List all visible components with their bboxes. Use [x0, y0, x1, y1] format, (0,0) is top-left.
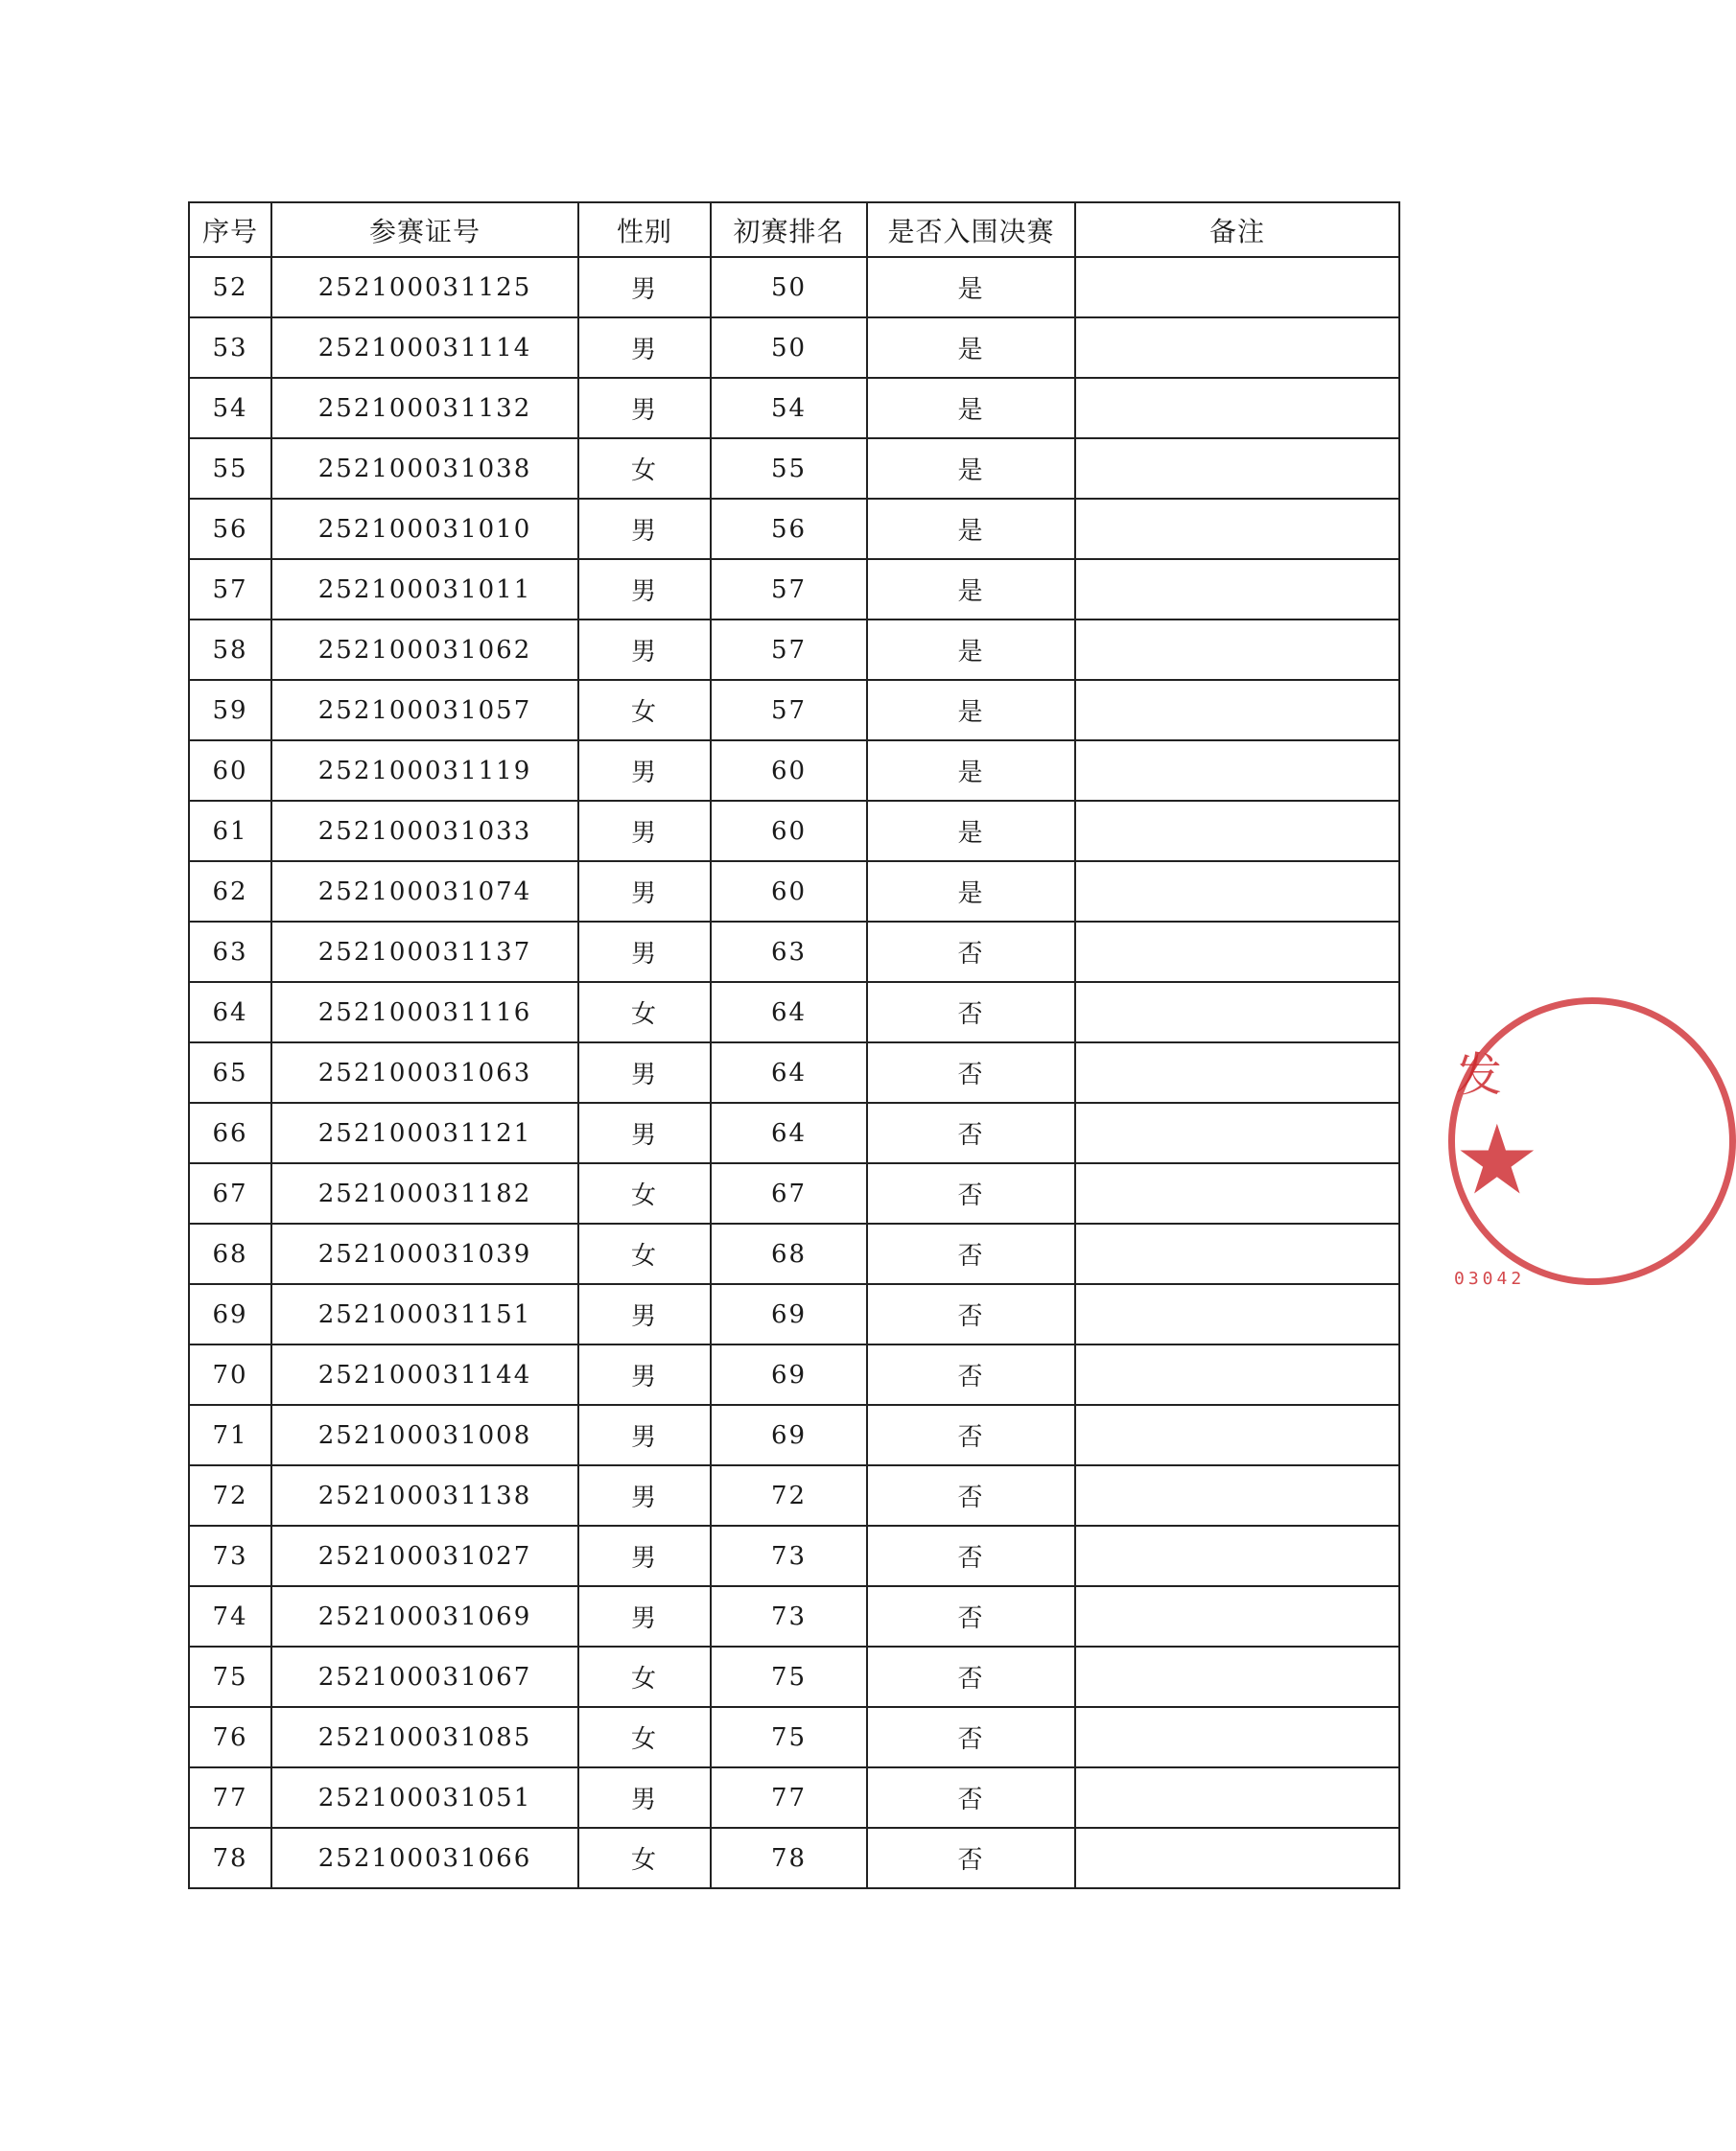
cell-seq: 59 [189, 680, 271, 740]
cell-remarks [1075, 740, 1399, 801]
cell-finalist: 是 [867, 740, 1075, 801]
header-seq: 序号 [189, 202, 271, 257]
cell-seq: 74 [189, 1586, 271, 1647]
cell-prelim-rank: 60 [711, 740, 867, 801]
cell-finalist: 否 [867, 982, 1075, 1042]
cell-finalist: 否 [867, 1828, 1075, 1888]
cell-prelim-rank: 56 [711, 499, 867, 559]
table-row [189, 620, 1399, 680]
cell-remarks [1075, 438, 1399, 499]
table-row [189, 1707, 1399, 1767]
table-row [189, 1405, 1399, 1465]
cell-gender: 男 [578, 1405, 711, 1465]
cell-gender: 男 [578, 922, 711, 982]
cell-gender: 女 [578, 1647, 711, 1707]
cell-remarks [1075, 1224, 1399, 1284]
cell-entry-id: 252100031137 [271, 922, 578, 982]
table-row [189, 740, 1399, 801]
cell-gender: 男 [578, 1586, 711, 1647]
cell-prelim-rank: 78 [711, 1828, 867, 1888]
cell-gender: 男 [578, 861, 711, 922]
cell-prelim-rank: 60 [711, 801, 867, 861]
table-row [189, 1526, 1399, 1586]
cell-prelim-rank: 68 [711, 1224, 867, 1284]
cell-entry-id: 252100031066 [271, 1828, 578, 1888]
cell-entry-id: 252100031038 [271, 438, 578, 499]
cell-gender: 男 [578, 1284, 711, 1344]
cell-seq: 63 [189, 922, 271, 982]
cell-prelim-rank: 69 [711, 1284, 867, 1344]
cell-seq: 76 [189, 1707, 271, 1767]
cell-finalist: 是 [867, 680, 1075, 740]
cell-remarks [1075, 1103, 1399, 1163]
cell-remarks [1075, 1586, 1399, 1647]
cell-prelim-rank: 54 [711, 378, 867, 438]
cell-remarks [1075, 1767, 1399, 1828]
seal-number: 03042 [1454, 1269, 1526, 1289]
cell-prelim-rank: 64 [711, 1042, 867, 1103]
cell-seq: 57 [189, 559, 271, 620]
table-row [189, 1828, 1399, 1888]
header-remarks: 备注 [1075, 202, 1399, 257]
cell-entry-id: 252100031144 [271, 1344, 578, 1405]
cell-entry-id: 252100031114 [271, 317, 578, 378]
cell-seq: 65 [189, 1042, 271, 1103]
table-row [189, 378, 1399, 438]
cell-remarks [1075, 317, 1399, 378]
cell-prelim-rank: 73 [711, 1526, 867, 1586]
header-row [189, 202, 1399, 257]
cell-prelim-rank: 75 [711, 1707, 867, 1767]
table-row [189, 922, 1399, 982]
cell-gender: 女 [578, 1163, 711, 1224]
official-seal [1448, 997, 1540, 1323]
cell-entry-id: 252100031151 [271, 1284, 578, 1344]
cell-finalist: 否 [867, 1163, 1075, 1224]
cell-gender: 女 [578, 680, 711, 740]
header-gender: 性别 [578, 202, 711, 257]
cell-finalist: 否 [867, 922, 1075, 982]
table-row [189, 801, 1399, 861]
cell-seq: 70 [189, 1344, 271, 1405]
cell-prelim-rank: 77 [711, 1767, 867, 1828]
header-prelim-rank: 初赛排名 [711, 202, 867, 257]
cell-seq: 55 [189, 438, 271, 499]
roster-table [188, 201, 1400, 1889]
seal-text: 发 [1456, 1048, 1503, 1102]
cell-gender: 女 [578, 982, 711, 1042]
cell-seq: 61 [189, 801, 271, 861]
cell-gender: 女 [578, 438, 711, 499]
cell-entry-id: 252100031119 [271, 740, 578, 801]
cell-seq: 71 [189, 1405, 271, 1465]
table-row [189, 1344, 1399, 1405]
cell-finalist: 是 [867, 257, 1075, 317]
cell-seq: 64 [189, 982, 271, 1042]
cell-entry-id: 252100031057 [271, 680, 578, 740]
cell-entry-id: 252100031069 [271, 1586, 578, 1647]
cell-remarks [1075, 620, 1399, 680]
cell-remarks [1075, 801, 1399, 861]
table-row [189, 1224, 1399, 1284]
cell-gender: 女 [578, 1224, 711, 1284]
cell-seq: 54 [189, 378, 271, 438]
cell-gender: 男 [578, 1042, 711, 1103]
cell-remarks [1075, 1828, 1399, 1888]
cell-seq: 77 [189, 1767, 271, 1828]
cell-seq: 73 [189, 1526, 271, 1586]
cell-entry-id: 252100031121 [271, 1103, 578, 1163]
cell-finalist: 否 [867, 1586, 1075, 1647]
cell-prelim-rank: 57 [711, 620, 867, 680]
cell-finalist: 否 [867, 1224, 1075, 1284]
cell-finalist: 是 [867, 801, 1075, 861]
cell-finalist: 是 [867, 861, 1075, 922]
cell-prelim-rank: 57 [711, 680, 867, 740]
cell-gender: 男 [578, 1465, 711, 1526]
cell-seq: 56 [189, 499, 271, 559]
cell-remarks [1075, 1344, 1399, 1405]
cell-finalist: 是 [867, 378, 1075, 438]
table-row [189, 680, 1399, 740]
roster-body [189, 257, 1399, 1888]
cell-gender: 男 [578, 499, 711, 559]
cell-seq: 60 [189, 740, 271, 801]
table-row [189, 559, 1399, 620]
table-row [189, 438, 1399, 499]
cell-gender: 男 [578, 317, 711, 378]
cell-entry-id: 252100031125 [271, 257, 578, 317]
cell-entry-id: 252100031033 [271, 801, 578, 861]
cell-finalist: 否 [867, 1405, 1075, 1465]
cell-finalist: 否 [867, 1526, 1075, 1586]
table-row [189, 1284, 1399, 1344]
cell-gender: 男 [578, 1344, 711, 1405]
cell-prelim-rank: 50 [711, 257, 867, 317]
star-icon: ★ [1454, 1104, 1540, 1216]
cell-prelim-rank: 64 [711, 982, 867, 1042]
table-row [189, 1465, 1399, 1526]
cell-remarks [1075, 982, 1399, 1042]
table-row [189, 1767, 1399, 1828]
cell-prelim-rank: 67 [711, 1163, 867, 1224]
cell-prelim-rank: 73 [711, 1586, 867, 1647]
cell-gender: 男 [578, 559, 711, 620]
cell-seq: 66 [189, 1103, 271, 1163]
cell-entry-id: 252100031116 [271, 982, 578, 1042]
cell-entry-id: 252100031182 [271, 1163, 578, 1224]
cell-seq: 72 [189, 1465, 271, 1526]
cell-entry-id: 252100031085 [271, 1707, 578, 1767]
cell-seq: 62 [189, 861, 271, 922]
cell-seq: 52 [189, 257, 271, 317]
cell-prelim-rank: 55 [711, 438, 867, 499]
cell-prelim-rank: 75 [711, 1647, 867, 1707]
table-row [189, 317, 1399, 378]
cell-finalist: 是 [867, 620, 1075, 680]
cell-prelim-rank: 69 [711, 1344, 867, 1405]
cell-prelim-rank: 57 [711, 559, 867, 620]
cell-remarks [1075, 499, 1399, 559]
cell-finalist: 否 [867, 1647, 1075, 1707]
cell-gender: 男 [578, 257, 711, 317]
cell-entry-id: 252100031027 [271, 1526, 578, 1586]
cell-gender: 男 [578, 1767, 711, 1828]
cell-finalist: 否 [867, 1103, 1075, 1163]
cell-remarks [1075, 1284, 1399, 1344]
table-row [189, 1163, 1399, 1224]
cell-gender: 男 [578, 1526, 711, 1586]
cell-seq: 58 [189, 620, 271, 680]
cell-remarks [1075, 861, 1399, 922]
cell-finalist: 否 [867, 1465, 1075, 1526]
cell-entry-id: 252100031132 [271, 378, 578, 438]
cell-entry-id: 252100031010 [271, 499, 578, 559]
cell-seq: 78 [189, 1828, 271, 1888]
cell-prelim-rank: 69 [711, 1405, 867, 1465]
cell-remarks [1075, 1042, 1399, 1103]
table-row [189, 1586, 1399, 1647]
cell-gender: 男 [578, 620, 711, 680]
cell-gender: 男 [578, 378, 711, 438]
cell-seq: 75 [189, 1647, 271, 1707]
cell-entry-id: 252100031074 [271, 861, 578, 922]
cell-seq: 53 [189, 317, 271, 378]
cell-remarks [1075, 1465, 1399, 1526]
cell-seq: 67 [189, 1163, 271, 1224]
cell-entry-id: 252100031011 [271, 559, 578, 620]
table-row [189, 982, 1399, 1042]
cell-finalist: 否 [867, 1042, 1075, 1103]
cell-finalist: 否 [867, 1344, 1075, 1405]
cell-entry-id: 252100031063 [271, 1042, 578, 1103]
cell-finalist: 是 [867, 559, 1075, 620]
table-row [189, 1103, 1399, 1163]
cell-prelim-rank: 64 [711, 1103, 867, 1163]
table-row [189, 257, 1399, 317]
cell-entry-id: 252100031051 [271, 1767, 578, 1828]
table-row [189, 861, 1399, 922]
cell-gender: 女 [578, 1707, 711, 1767]
cell-prelim-rank: 60 [711, 861, 867, 922]
cell-entry-id: 252100031062 [271, 620, 578, 680]
cell-remarks [1075, 378, 1399, 438]
header-finalist: 是否入围决赛 [867, 202, 1075, 257]
cell-remarks [1075, 257, 1399, 317]
cell-remarks [1075, 1526, 1399, 1586]
cell-entry-id: 252100031067 [271, 1647, 578, 1707]
table-row [189, 1647, 1399, 1707]
cell-gender: 男 [578, 801, 711, 861]
cell-finalist: 是 [867, 499, 1075, 559]
cell-finalist: 否 [867, 1284, 1075, 1344]
cell-remarks [1075, 1707, 1399, 1767]
cell-remarks [1075, 922, 1399, 982]
cell-gender: 女 [578, 1828, 711, 1888]
header-entry-id: 参赛证号 [271, 202, 578, 257]
cell-finalist: 是 [867, 438, 1075, 499]
cell-prelim-rank: 72 [711, 1465, 867, 1526]
cell-remarks [1075, 1405, 1399, 1465]
cell-gender: 男 [578, 1103, 711, 1163]
cell-remarks [1075, 680, 1399, 740]
cell-prelim-rank: 50 [711, 317, 867, 378]
cell-prelim-rank: 63 [711, 922, 867, 982]
roster-sheet [188, 201, 1398, 1889]
cell-seq: 69 [189, 1284, 271, 1344]
cell-remarks [1075, 559, 1399, 620]
cell-seq: 68 [189, 1224, 271, 1284]
cell-finalist: 否 [867, 1707, 1075, 1767]
table-row [189, 499, 1399, 559]
cell-entry-id: 252100031008 [271, 1405, 578, 1465]
table-row [189, 1042, 1399, 1103]
cell-entry-id: 252100031039 [271, 1224, 578, 1284]
cell-finalist: 是 [867, 317, 1075, 378]
cell-finalist: 否 [867, 1767, 1075, 1828]
cell-gender: 男 [578, 740, 711, 801]
cell-remarks [1075, 1647, 1399, 1707]
cell-entry-id: 252100031138 [271, 1465, 578, 1526]
cell-remarks [1075, 1163, 1399, 1224]
